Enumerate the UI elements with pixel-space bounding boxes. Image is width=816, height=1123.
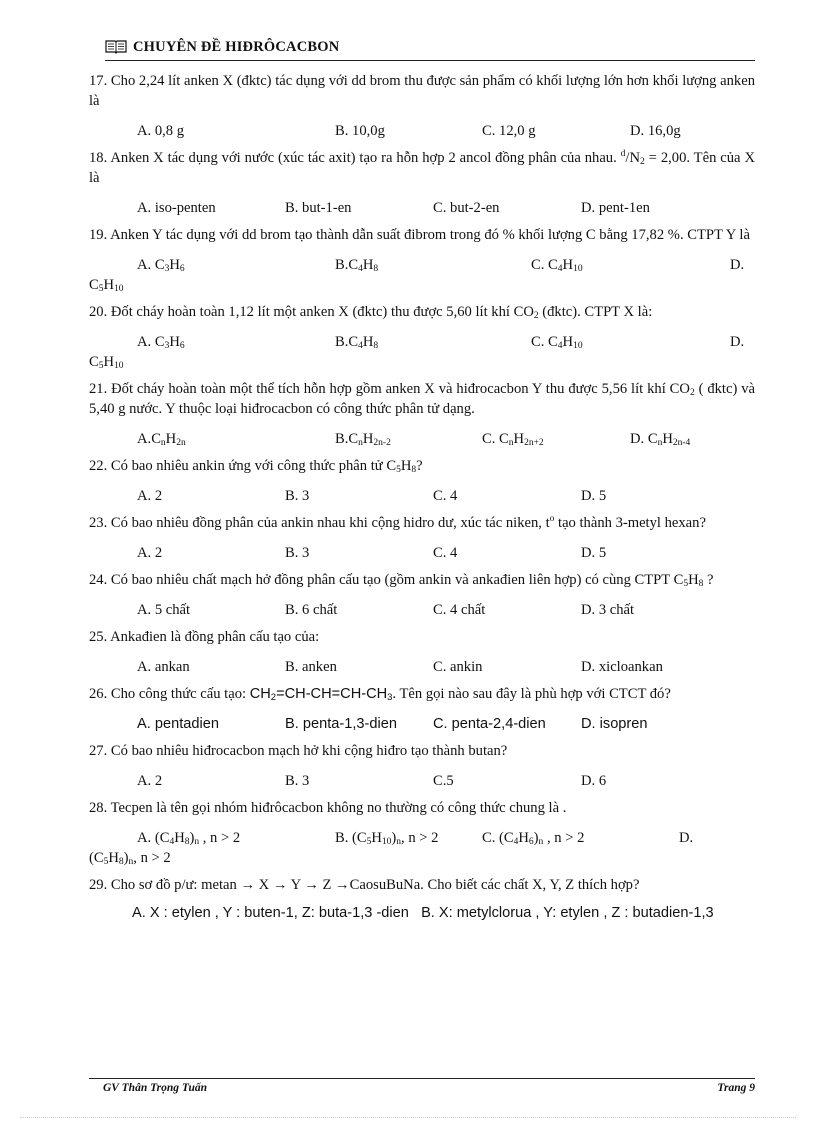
question-28: 28. Tecpen là tên gọi nhóm hiđrôcacbon không no thường có công thức chung là . xyxy=(89,800,567,816)
page-header xyxy=(105,36,755,61)
option-b[interactable]: $B.C_nH_{2n-2}$ xyxy=(335,431,391,448)
question-26: 26. Cho công thức cấu tạo: $CH_2=CH-CH=CH-CH_3$. Tên gọi nào sau đây là phù hợp với CTCT đó? xyxy=(89,686,671,703)
option-b[interactable]: B. 3 xyxy=(285,773,310,789)
option-d[interactable]: D. xyxy=(730,334,745,350)
arrow-icon: → xyxy=(304,877,319,893)
option-a[interactable]: A. 2 xyxy=(137,488,163,504)
option-c[interactable]: C. $C_nH_{2n+2}$ xyxy=(482,431,544,448)
option-a[interactable]: A. 0,8 g xyxy=(137,123,185,139)
option-d[interactable]: D. xyxy=(679,830,694,846)
option-d[interactable]: D. $C_nH_{2n-4}$ xyxy=(630,431,691,448)
options-17 xyxy=(89,121,755,141)
options-24 xyxy=(89,600,755,620)
question-21: 21. Đốt cháy hoàn toàn một thể tích hỗn hợp gồm anken X và hiđrocacbon Y thu được 5,56 lít khí $CO_2$ ( đktc) và 5,40 g nước. Y thuộc loại hiđrocacbon có công thức phân tử dạng. xyxy=(89,381,755,417)
option-a[interactable]: A. $C_3H_6$ xyxy=(137,334,185,351)
option-d-continued: $C_5H_{10}$ xyxy=(89,277,124,294)
structural-formula: $CH_2=CH-CH=CH-CH_3$ xyxy=(249,686,393,703)
option-c[interactable]: C. 4 xyxy=(433,488,458,504)
option-b[interactable]: $B.C_4H_8$ xyxy=(335,334,379,351)
question-list xyxy=(89,71,755,923)
option-a[interactable]: A. 2 xyxy=(137,545,163,561)
options-21 xyxy=(89,429,755,449)
option-a[interactable]: A. X : etylen , Y : buten-1, Z: buta-1,3 -dien xyxy=(132,905,409,921)
option-a[interactable]: $A.C_nH_{2n}$ xyxy=(137,431,186,448)
options-19 xyxy=(89,255,755,275)
option-a[interactable]: A. 2 xyxy=(137,773,163,789)
book-icon xyxy=(105,38,127,54)
question-19: 19. Anken Y tác dụng với dd brom tạo thành dẫn suất đibrom trong đó % khối lượng C bằng 17,82 %. CTPT Y là xyxy=(89,227,750,243)
page-footer xyxy=(89,1078,755,1097)
option-b[interactable]: B. $(C_5H_{10})_n$, n > 2 xyxy=(335,830,439,847)
option-c[interactable]: C. 4 xyxy=(433,545,458,561)
option-b[interactable]: B. 3 xyxy=(285,488,310,504)
question-20: 20. Đốt cháy hoàn toàn 1,12 lít một anken X (đktc) thu được 5,60 lít khí $CO_2$ (đktc). CTPT X là: xyxy=(89,304,653,321)
question-25: 25. Ankađien là đồng phân cấu tạo của: xyxy=(89,629,320,645)
option-d[interactable]: D. 5 xyxy=(581,488,607,504)
question-27: 27. Có bao nhiêu hiđrocacbon mạch hở khi cộng hiđro tạo thành butan? xyxy=(89,743,508,759)
option-d-continued: $(C_5H_8)_n$, n > 2 xyxy=(89,850,171,867)
option-b[interactable]: B. penta-1,3-dien xyxy=(285,716,397,732)
header-title: CHUYÊN ĐỀ HIĐRÔCACBON xyxy=(133,39,340,55)
question-22: 22. Có bao nhiêu ankin ứng với công thức phân tử $C_5H_8$? xyxy=(89,458,423,475)
option-d[interactable]: D. 16,0g xyxy=(630,123,681,139)
option-d[interactable]: D. xicloankan xyxy=(581,659,663,675)
question-17: 17. Cho 2,24 lít anken X (đktc) tác dụng với dd brom thu được sản phẩm có khối lượng lớn hơn khối lượng anken là xyxy=(89,73,755,109)
option-c[interactable]: C. ankin xyxy=(433,659,483,675)
option-a[interactable]: A. pentadien xyxy=(137,716,219,732)
option-a[interactable]: A. iso-penten xyxy=(137,200,216,216)
option-b[interactable]: B. 6 chất xyxy=(285,602,338,618)
option-c[interactable]: C. 4 chất xyxy=(433,602,486,618)
option-b[interactable]: B. anken xyxy=(285,659,337,675)
option-c[interactable]: C.5 xyxy=(433,773,454,789)
question-29: 29. Cho sơ đồ p/ư: metan → X → Y → Z →CaosuBuNa. Cho biết các chất X, Y, Z thích hợp? xyxy=(89,877,640,893)
option-c[interactable]: C. $(C_4H_6)_n$ , n > 2 xyxy=(482,830,585,847)
option-b[interactable]: B. but-1-en xyxy=(285,200,352,216)
option-c[interactable]: C. 12,0 g xyxy=(482,123,536,139)
option-b[interactable]: B. 3 xyxy=(285,545,310,561)
author: GV Thân Trọng Tuấn xyxy=(103,1082,208,1094)
options-29 xyxy=(89,903,755,923)
option-c[interactable]: C. penta-2,4-dien xyxy=(433,716,546,732)
arrow-icon: → xyxy=(240,877,256,893)
question-23: 23. Có bao nhiêu đồng phân của ankin nhau khi cộng hidro dư, xúc tác niken, $t^o$ tạo thành 3-metyl hexan? xyxy=(89,514,706,531)
arrow-icon: → xyxy=(335,877,350,893)
arrow-icon: → xyxy=(272,877,288,893)
option-b[interactable]: B. X: metylclorua , Y: etylen , Z : butadien-1,3 xyxy=(421,905,714,921)
option-d[interactable]: D. pent-1en xyxy=(581,200,650,216)
option-c[interactable]: C. $C_4H_{10}$ xyxy=(531,257,583,274)
option-d[interactable]: D. 6 xyxy=(581,773,607,789)
options-26 xyxy=(89,714,755,734)
options-27 xyxy=(89,771,755,791)
option-a[interactable]: A. ankan xyxy=(137,659,190,675)
question-24: 24. Có bao nhiêu chất mạch hở đồng phân cấu tạo (gồm ankin và ankađien liên hợp) có cùng CTPT $C_5H_8$ ? xyxy=(89,572,714,589)
options-20 xyxy=(89,332,755,352)
option-d[interactable]: D. xyxy=(730,257,745,273)
options-28 xyxy=(89,828,755,848)
option-c[interactable]: C. but-2-en xyxy=(433,200,500,216)
option-a[interactable]: A. $(C_4H_8)_n$ , n > 2 xyxy=(137,830,241,847)
option-d[interactable]: D. 3 chất xyxy=(581,602,635,618)
page-number: Trang 9 xyxy=(717,1082,755,1094)
option-a[interactable]: A. 5 chất xyxy=(137,602,191,618)
option-d[interactable]: D. 5 xyxy=(581,545,607,561)
option-c[interactable]: C. $C_4H_{10}$ xyxy=(531,334,583,351)
option-a[interactable]: A. $C_3H_6$ xyxy=(137,257,185,274)
option-d-continued: $C_5H_{10}$ xyxy=(89,354,124,371)
option-d[interactable]: D. isopren xyxy=(581,716,648,732)
question-18: 18. Anken X tác dụng với nước (xúc tác axit) tạo ra hỗn hợp 2 ancol đồng phân của nhau. $^d/N_2 = 2,00$. Tên của X là xyxy=(89,149,755,186)
bottom-divider xyxy=(20,1117,796,1118)
options-23 xyxy=(89,543,755,563)
option-b[interactable]: B. 10,0g xyxy=(335,123,385,139)
options-22 xyxy=(89,486,755,506)
options-25 xyxy=(89,657,755,677)
options-18 xyxy=(89,198,755,218)
option-b[interactable]: $B.C_4H_8$ xyxy=(335,257,379,274)
